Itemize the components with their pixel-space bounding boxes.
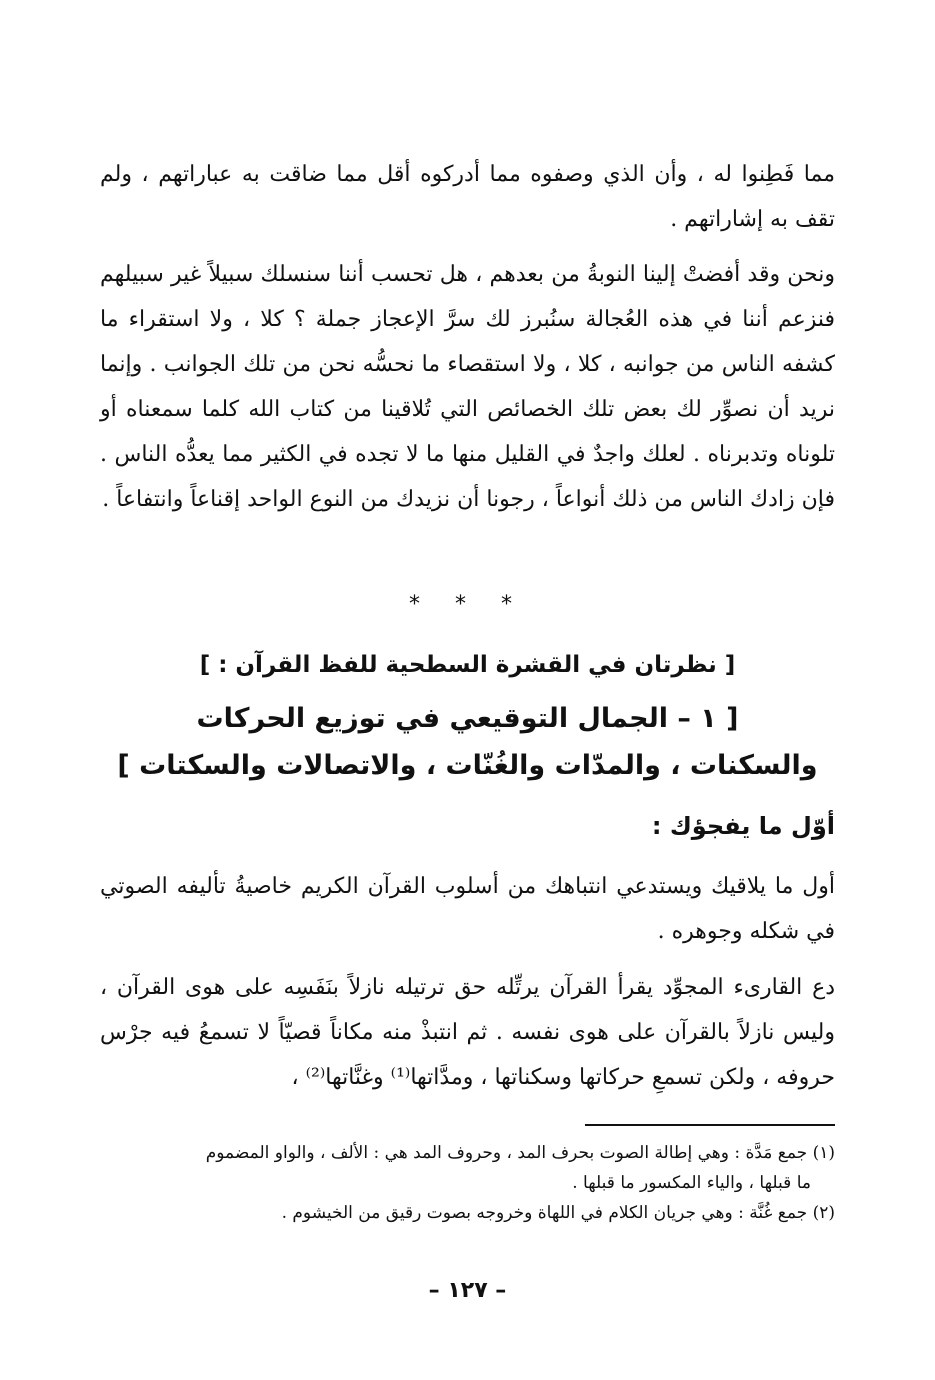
page-number: – ١٢٧ – — [428, 1278, 507, 1303]
subsection-heading-line-1: [ ١ – الجمال التوقيعي في توزيع الحركات — [196, 703, 739, 734]
body-paragraph-3: أول ما يلاقيك ويستدعي انتباهك من أسلوب القرآن الكريم خاصيةُ تأليفه الصوتي في شكله وجوهره . — [100, 874, 835, 944]
footnotes — [100, 1138, 835, 1228]
body-paragraph-1: مما فَطِنوا له ، وأن الذي وصفوه مما أدركوه أقل مما ضاقت به عباراتهم ، ولم تقف به إشاراتهم . — [100, 162, 835, 232]
footnote-2: (٢) جمع غُنَّة : وهي جريان الكلام في اللهاة وخروجه بصوت رقيق من الخيشوم . — [281, 1203, 835, 1223]
section-separator: * * * — [409, 592, 526, 617]
body-paragraph-4: دع القارىء المجوِّد يقرأ القرآن يرتِّله حق ترتيله نازلاً بنَفَسِه على هوى القرآن ، وليس نازلاً بالقرآن على هوى نفسه . ثم انتبذْ منه مكاناً قصيّاً لا تسمعُ فيه جرْس حروفه ، ولكن تسمعِ حركاتها وسكناتها ، ومدَّاتها⁽¹⁾ وغنَّاتها⁽²⁾ ، — [100, 975, 835, 1090]
subheading: أوّل ما يفجؤك : — [651, 812, 835, 840]
footnote-1: (١) جمع مَدَّة : وهي إطالة الصوت بحرف المد ، وحروف المد هي : الألف ، والواو المضموم — [205, 1143, 835, 1163]
body-paragraph-2: ونحن وقد أفضتْ إلينا النوبةُ من بعدهم ، هل تحسب أننا سنسلك سبيلاً غير سبيلهم فنزعم أننا في هذه العُجالة سنُبرز لك سرَّ الإعجاز جملة ؟ كلا ، ولا استقراء ما كشفه الناس من جوانبه ، كلا ، ولا استقصاء ما نحسُّه نحن من تلك الجوانب . وإنما نريد أن نصوِّر لك بعض تلك الخصائص التي تُلاقينا من كتاب الله كلما سمعناه أو تلوناه وتدبرناه . لعلك واجدٌ في القليل منها ما لا تجده في الكثير مما يعدُّه الناس . فإن زادك الناس من ذلك أنواعاً ، رجونا أن نزيدك من النوع الواحد إقناعاً وانتفاعاً . — [100, 262, 835, 512]
section-heading: [ نظرتان في القشرة السطحية للفظ القرآن : ] — [199, 652, 736, 678]
footnote-1-continuation: ما قبلها ، والياء المكسور ما قبلها . — [572, 1173, 811, 1193]
footnote-divider — [585, 1124, 835, 1126]
subsection-heading-line-2: والسكنات ، والمدّات والغُنّات ، والاتصالات والسكتات ] — [117, 750, 818, 781]
